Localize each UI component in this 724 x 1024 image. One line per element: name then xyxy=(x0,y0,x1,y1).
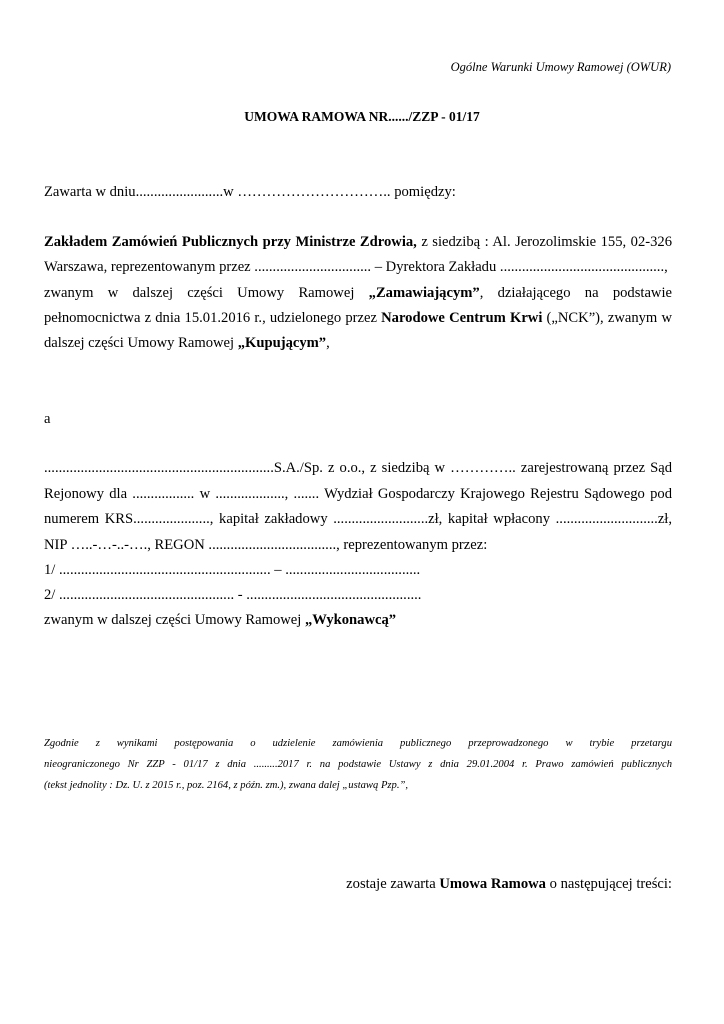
party2-line7: zwanym w dalszej części Umowy Ramowej „Wykonawcą” xyxy=(44,612,397,628)
party1-line2: Warszawa, reprezentowanym przez ................................ – Dyrektora Zakładu ............................................., xyxy=(44,259,668,275)
party2-line2: Rejonowy dla ................. w ..................., ....... Wydział Gospodarczy Krajowego Rejestru Sądowego pod xyxy=(44,486,672,502)
legal-note-line1: Zgodnie z wynikami postępowania o udzielenie zamówienia publicznego przeprowadzonego w trybie przetargu xyxy=(44,738,672,749)
representative-1: 1/ .......................................................... – ..................................... xyxy=(44,562,421,578)
closing-statement: zostaje zawarta Umowa Ramowa o następującej treści: xyxy=(346,876,672,892)
party1-line1 xyxy=(44,233,672,251)
party1-line3: zwanym w dalszej części Umowy Ramowej „Zamawiającym”, działającego na podstawie xyxy=(44,285,672,301)
representative-2: 2/ ................................................ - ................................................ xyxy=(44,587,422,603)
party2-line4: NIP …..-…-..-…., REGON ..................................., reprezentowanym przez: xyxy=(44,537,488,553)
nck-name: Narodowe Centrum Krwi xyxy=(381,310,543,326)
party2-line1: ...............................................................S.A./Sp. z o.o., z siedzibą w ………….. zarejestrowaną przez Sąd xyxy=(44,460,672,476)
buyer-role: „Kupującym” xyxy=(237,335,327,351)
umowa-ramowa-label: Umowa Ramowa xyxy=(439,876,546,892)
conjunction: a xyxy=(44,411,51,427)
contract-intro: Zawarta w dniu........................w ………………………….. pomiędzy: xyxy=(44,184,456,200)
contract-title: UMOWA RAMOWA NR....../ZZP - 01/17 xyxy=(244,109,480,124)
legal-note-line3: (tekst jednolity : Dz. U. z 2015 r., poz. 2164, z późn. zm.), zwana dalej „ustawą Pzp.”, xyxy=(44,780,409,791)
party1-address: z siedzibą : Al. Jerozolimskie 155, 02-326 xyxy=(416,234,673,250)
party1-name: Zakładem Zamówień Publicznych przy Ministrze Zdrowia, xyxy=(44,234,417,250)
party1-line4: pełnomocnictwa z dnia 15.01.2016 r., udzielonego przez Narodowe Centrum Krwi („NCK”), zwanym w xyxy=(44,310,672,326)
party1-line5: dalszej części Umowy Ramowej „Kupującym”, xyxy=(44,335,330,351)
party2-line3: numerem KRS....................., kapitał zakładowy ..........................zł, kapitał wpłacony ............................zł, xyxy=(44,511,672,527)
contractor-role: „Wykonawcą” xyxy=(305,612,397,628)
party1-role: „Zamawiającym” xyxy=(368,285,480,301)
document-header: Ogólne Warunki Umowy Ramowej (OWUR) xyxy=(450,60,671,74)
legal-note-line2: nieograniczonego Nr ZZP - 01/17 z dnia .........2017 r. na podstawie Ustawy z dnia 29.01.2004 r. Prawo zamówień publicznych xyxy=(44,759,672,770)
